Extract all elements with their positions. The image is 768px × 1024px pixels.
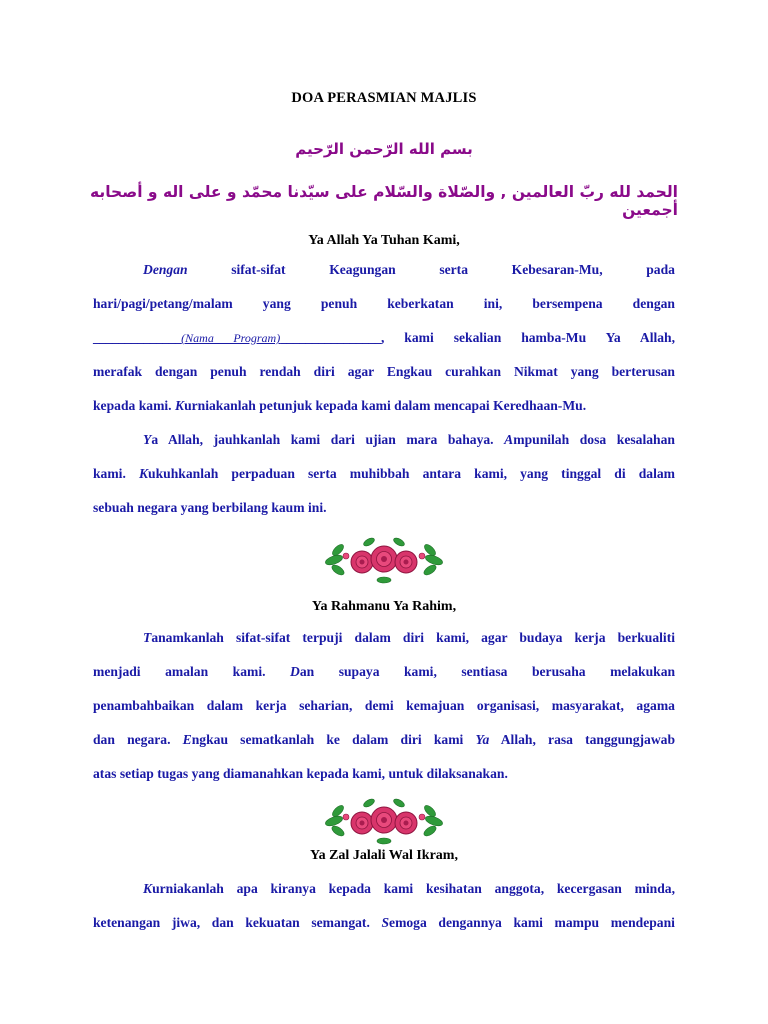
paragraph-line: hari/pagi/petang/malam yang penuh keberkatan ini, bersempena dengan <box>93 296 675 311</box>
rose-icon <box>351 546 417 573</box>
paragraph-line: menjadi amalan kami. Dan supaya kami, sentiasa berusaha melakukan <box>93 664 676 679</box>
page-title: DOA PERASMIAN MAJLIS <box>291 90 477 106</box>
paragraph-line: penambahbaikan dalam kerja seharian, demi kemajuan organisasi, masyarakat, agama <box>93 698 675 713</box>
line-text: Kurniakanlah apa kiranya kepada kami kesihatan anggota, kecergasan minda, <box>143 881 675 896</box>
line-text: kami sekalian hamba-Mu Ya Allah, <box>404 330 676 345</box>
paragraph-1 <box>93 253 675 423</box>
paragraph-2 <box>93 423 675 525</box>
section-heading-3: Ya Zal Jalali Wal Ikram, <box>310 848 458 863</box>
paragraph-line <box>93 253 675 287</box>
rose-icon <box>351 807 417 834</box>
paragraph-line: atas setiap tugas yang diamanahkan kepada kami, untuk dilaksanakan. <box>93 766 508 781</box>
paragraph-line <box>93 872 675 906</box>
paragraph-line: ketenangan jiwa, dan kekuatan semangat. Semoga dengannya kami mampu mendepani <box>93 915 675 930</box>
paragraph-line: sebuah negara yang berbilang kaum ini. <box>93 500 327 515</box>
paragraph-line: kepada kami. Kurniakanlah petunjuk kepada kami dalam mencapai Keredhaan-Mu. <box>93 398 587 413</box>
paragraph-line: ______________(Nama Program)________________, kami sekalian hamba-Mu Ya Allah, <box>93 330 676 345</box>
line-text: Tanamkanlah sifat-sifat terpuji dalam diri kami, agar budaya kerja berkualiti <box>143 630 675 645</box>
section-heading-1: Ya Allah Ya Tuhan Kami, <box>308 233 460 248</box>
paragraph-line <box>93 621 675 655</box>
paragraph-line: kami. Kukuhkanlah perpaduan serta muhibbah antara kami, yang tinggal di dalam <box>93 466 675 481</box>
paragraph-line: merafak dengan penuh rendah diri agar Engkau curahkan Nikmat yang berterusan <box>93 364 675 379</box>
paragraph-line: dan negara. Engkau sematkanlah ke dalam diri kami Ya Allah, rasa tanggungjawab <box>93 732 676 747</box>
section-heading-2: Ya Rahmanu Ya Rahim, <box>311 599 457 614</box>
bismillah-line: بسم الله الرّحمن الرّحيم <box>295 140 473 158</box>
line-text: Dengan sifat-sifat Keagungan serta Kebesaran-Mu, pada <box>143 262 675 277</box>
paragraph-4 <box>93 872 675 940</box>
hamdalah-line: الحمد لله ربّ العالمين , والصّلاة والسّلام على سيّدنا محمّد و على اله و أصحابه أجمعين <box>90 183 678 219</box>
line-text: Ya Allah, jauhkanlah kami dari ujian mara bahaya. Ampunilah dosa kesalahan <box>143 432 675 447</box>
program-name-placeholder: (Nama Program) <box>181 331 281 345</box>
paragraph-3 <box>93 621 675 791</box>
rose-flower-ornament <box>324 795 444 847</box>
paragraph-line <box>93 423 675 457</box>
rose-flower-ornament <box>324 534 444 586</box>
